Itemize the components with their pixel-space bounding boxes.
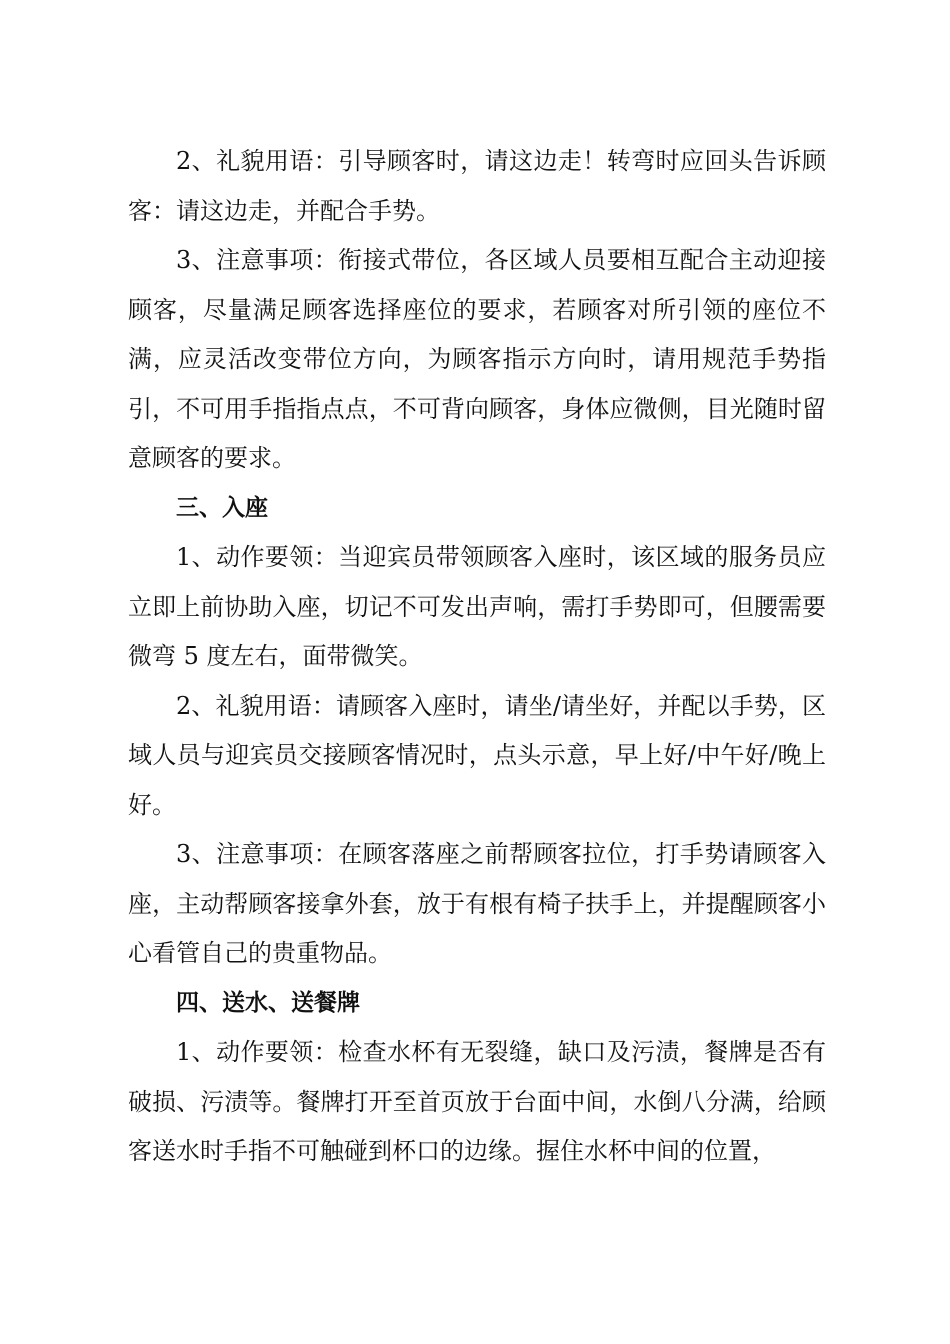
section-heading-seating: 三、入座 xyxy=(176,494,268,521)
paragraph-action-seating: 1、动作要领：当迎宾员带领顾客入座时，该区域的服务员应立即上前协助入座，切记不可发出声响，需打手势即可，但腰需要微弯 5 度左右，面带微笑。 xyxy=(128,543,826,670)
paragraph-etiquette-phrases-seating: 2、礼貌用语：请顾客入座时，请坐/请坐好，并配以手势，区域人员与迎宾员交接顾客情况时，点头示意，早上好/中午好/晚上好。 xyxy=(128,691,826,819)
section-heading-water-menu: 四、送水、送餐牌 xyxy=(176,989,360,1016)
document-body xyxy=(128,137,826,1177)
paragraph-etiquette-phrases-guiding: 2、礼貌用语：引导顾客时，请这边走！转弯时应回头告诉顾客：请这边走，并配合手势。 xyxy=(128,147,826,225)
paragraph-action-water-menu: 1、动作要领：检查水杯有无裂缝，缺口及污渍，餐牌是否有破损、污渍等。餐牌打开至首页放于台面中间，水倒八分满，给顾客送水时手指不可触碰到杯口的边缘。握住水杯中间的位置， xyxy=(128,1038,826,1165)
paragraph-notes-seating: 3、注意事项：在顾客落座之前帮顾客拉位，打手势请顾客入座，主动帮顾客接拿外套，放于有根有椅子扶手上，并提醒顾客小心看管自己的贵重物品。 xyxy=(128,840,826,967)
paragraph-notes-guiding: 3、注意事项：衔接式带位，各区域人员要相互配合主动迎接顾客，尽量满足顾客选择座位的要求，若顾客对所引领的座位不满，应灵活改变带位方向，为顾客指示方向时，请用规范手势指引，不可用手指指点点，不可背向顾客，身体应微侧，目光随时留意顾客的要求。 xyxy=(128,246,826,472)
